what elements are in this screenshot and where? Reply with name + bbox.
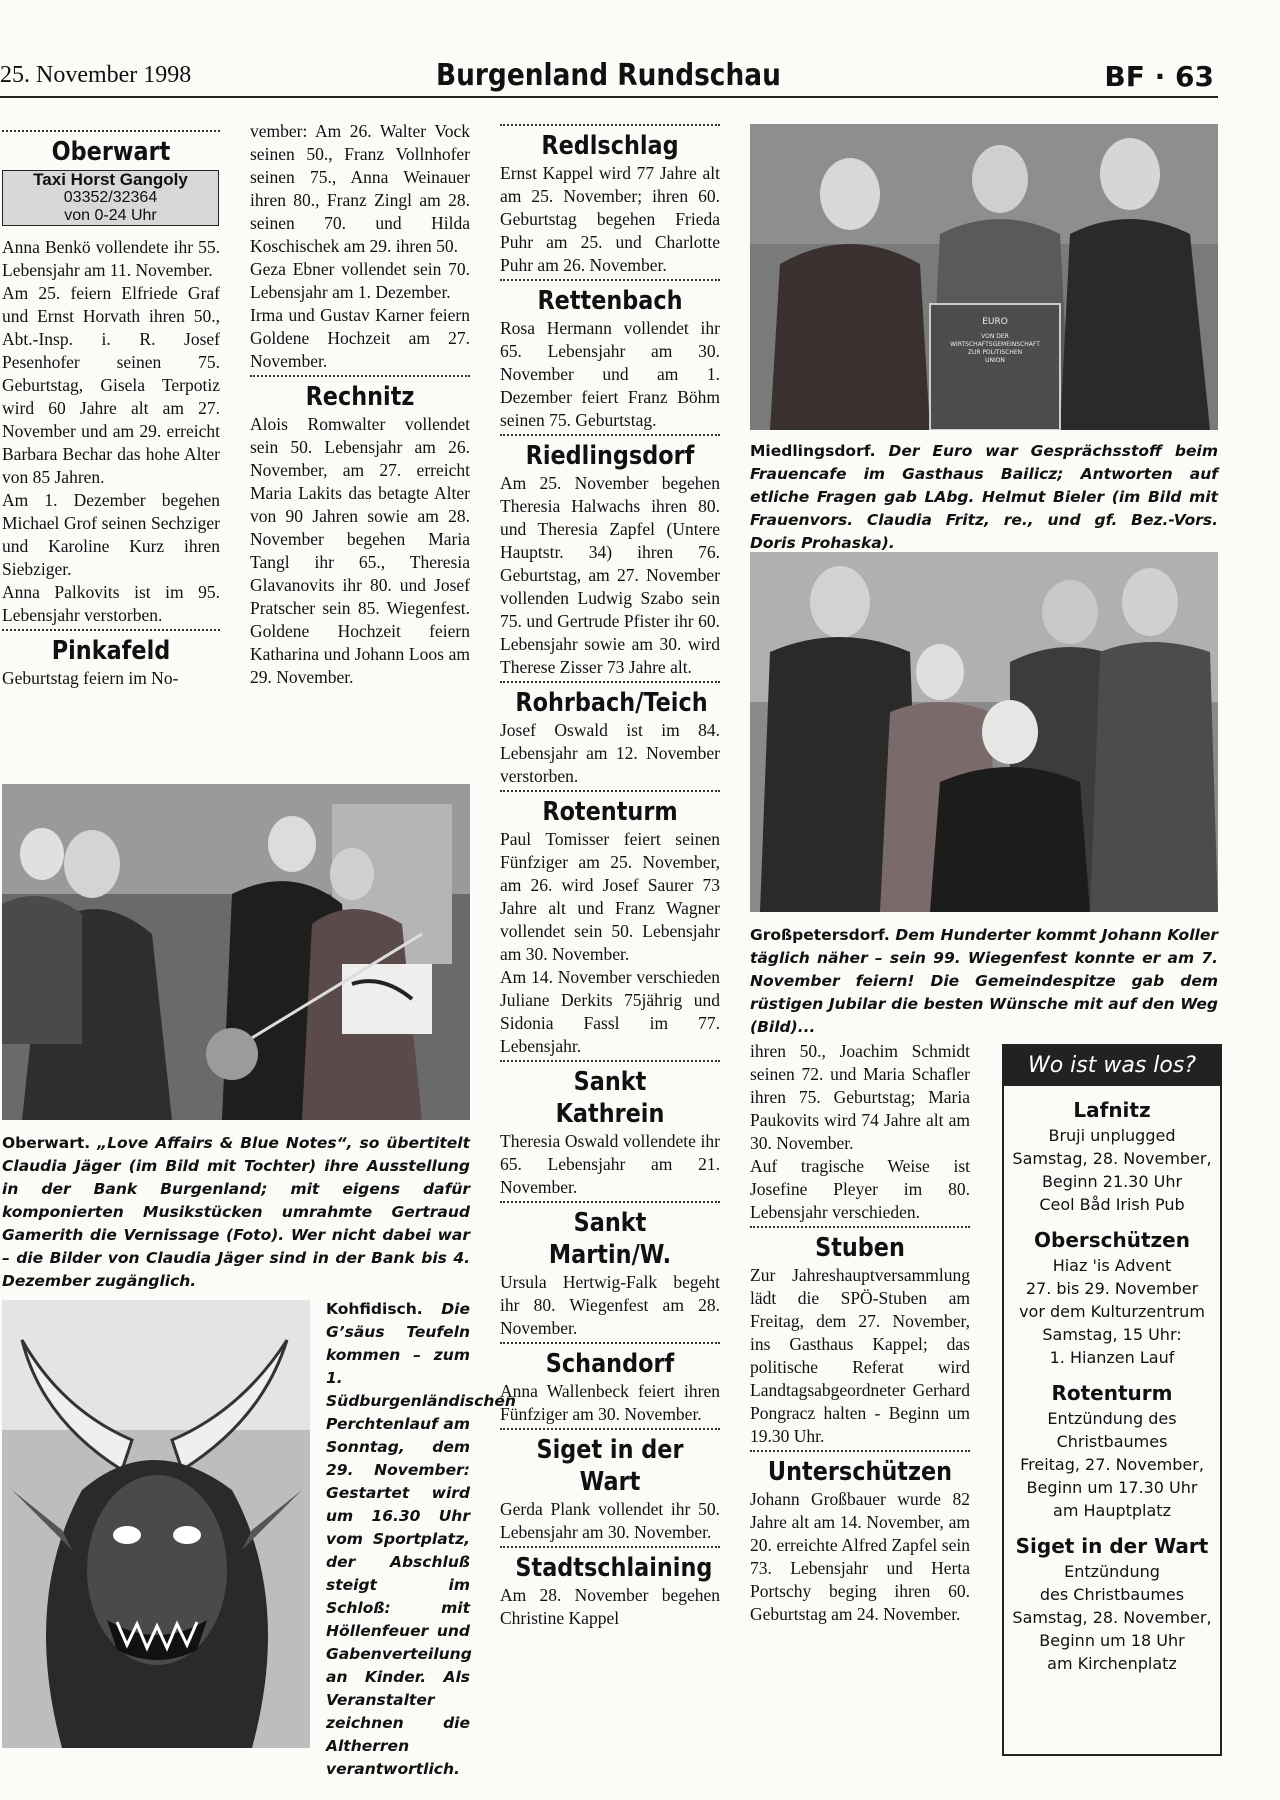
event-line: vor dem Kulturzentrum [1019,1302,1205,1321]
caption-grosspetersdorf [750,924,1218,1039]
caption-text: Die G’säus Teufeln kommen – zum 1. Südburgenländischen Perchtenlauf am Sonntag, dem 29. November: Gestartet wird um 16.30 Uhr vom Sportplatz, der Abschluß steigt im Schloß: mit Höllenfeuer und Gabenverteilung an Kinder. Als Veranstalter zeichnen die Altherren verantwortlich. [326,1300,516,1778]
paragraph: Am 1. Dezember begehen Michael Grof seinen Sechziger und Karoline Kurz ihren Siebziger. [2,490,220,579]
paragraph: Johann Großbauer wurde 82 Jahre alt am 14. November, am 20. erreichte Alfred Zapfel sein 73. Lebensjahr und Herta Portschy beging ihren 60. Geburtstag am 24. November. [750,1489,970,1624]
article-stuben [750,1264,970,1448]
caption-miedlingsdorf [750,440,1218,555]
event-line: Christbaumes [1056,1432,1168,1451]
event-line: am Kirchenplatz [1047,1654,1177,1673]
heading-rechnitz: Rechnitz [305,382,415,412]
event-line: Entzündung des [1047,1409,1177,1428]
page-number: BF · 63 [1104,60,1214,93]
paragraph: Anna Wallenbeck feiert ihren Fünfziger am 30. November. [500,1381,720,1424]
event-rotenturm [1004,1379,1220,1522]
event-place: Oberschützen [1034,1228,1190,1252]
event-line: Bruji unplugged [1048,1126,1176,1145]
article-stadtschlaining-cont [750,1040,970,1224]
event-line: 27. bis 29. November [1025,1279,1199,1298]
taxi-phone: 03352/32364 [63,189,158,206]
event-line: Samstag, 28. November, [1012,1608,1212,1627]
event-line: Ceol Båd Irish Pub [1039,1195,1185,1214]
paragraph: Zur Jahreshauptversammlung lädt die SPÖ-Stuben am Freitag, dem 27. November, ins Gasthaus Kappel; das politische Referat wird Landtagsabgeordneter Gerhard Pongracz halten - Beginn um 19.30 Uhr. [750,1265,970,1446]
event-line: Hiaz 'is Advent [1052,1256,1172,1275]
article-riedlingsdorf [500,472,720,679]
paragraph: Ursula Hertwig-Falk begeht ihr 80. Wiegenfest am 28. November. [500,1272,720,1338]
heading-rotenturm: Rotenturm [542,797,678,827]
article-sankt-kathrein [500,1130,720,1199]
article-rettenbach [500,317,720,432]
taxi-ad [2,170,219,226]
divider [2,629,220,631]
article-rohrbach [500,719,720,788]
event-line: Beginn um 17.30 Uhr [1026,1478,1198,1497]
heading-schandorf: Schandorf [545,1349,675,1379]
article-unterschuetzen [750,1488,970,1626]
paragraph: Theresia Oswald vollendete ihr 65. Lebensjahr am 21. November. [500,1131,720,1197]
event-line: Beginn 21.30 Uhr [1041,1172,1183,1191]
divider [500,279,720,281]
photo-image [750,552,1218,912]
article-rotenturm [500,828,720,1058]
article-siget [500,1498,720,1544]
caption-text: Der Euro war Gesprächsstoff beim Frauencafe im Gasthaus Bailicz; Antworten auf etliche Fragen gab LAbg. Helmut Bieler (im Bild mit Frauenvors. Claudia Fritz, re., und gf. Bez.-Vors. Doris Prohaska). [750,442,1218,552]
paragraph: Auf tragische Weise ist Josefine Pleyer im 80. Lebensjahr verschieden. [750,1156,970,1222]
heading-unterschuetzen: Unterschützen [767,1457,953,1487]
heading-stuben: Stuben [815,1233,905,1263]
paragraph: Am 28. November begehen Christine Kappel [500,1585,720,1628]
caption-text: Dem Hunderter kommt Johann Koller täglich näher – sein 99. Wiegenfest konnte er am 7. November feiern! Die Gemeindespitze gab dem rüstigen Jubilar die besten Wünsche mit auf den Weg (Bild)... [750,926,1218,1036]
event-place: Rotenturm [1051,1381,1173,1405]
paragraph: Geza Ebner vollendet sein 70. Lebensjahr am 1. Dezember. [250,259,470,302]
heading-riedlingsdorf: Riedlingsdorf [525,441,695,471]
paragraph: Gerda Plank vollendet ihr 50. Lebensjahr am 30. November. [500,1499,720,1542]
photo-image [2,1300,310,1748]
article-schandorf [500,1380,720,1426]
divider [500,1060,720,1062]
article-rechnitz [250,413,470,689]
divider [500,124,720,126]
heading-oberwart: Oberwart [51,137,171,167]
event-line: Samstag, 28. November, [1012,1149,1212,1168]
heading-rettenbach: Rettenbach [537,286,683,316]
paragraph: Anna Palkovits ist im 95. Lebensjahr verstorben. [2,582,220,625]
divider [500,1201,720,1203]
paragraph: Josef Oswald ist im 84. Lebensjahr am 12. November verstorben. [500,720,720,786]
taxi-hours: von 0-24 Uhr [64,207,157,224]
photo-kohfidisch-mask [2,1300,310,1748]
paragraph: vember: Am 26. Walter Vock seinen 50., Franz Vollnhofer seinen 75., Anna Weinauer ihren 80., Franz Zingl am 28. seinen 70. und Hilda Koschischek am 29. ihren 50. [250,121,470,256]
poster-line: ZUR POLITISCHEN [967,349,1023,356]
photo-oberwart-exhibition [2,784,470,1120]
article-redlschlag [500,162,720,277]
event-place: Lafnitz [1073,1098,1151,1122]
divider [2,130,220,132]
event-line: 1. Hianzen Lauf [1049,1348,1175,1367]
event-oberschuetzen [1004,1226,1220,1369]
poster-line: EURO [982,317,1008,327]
article-stadtschlaining [500,1584,720,1630]
paragraph: Alois Romwalter vollendet sein 50. Lebensjahr am 26. November, am 27. erreicht Maria Lakits das betagte Alter von 90 Jahren sowie am 28. November begehen Maria Tangl ihr 65., Theresia Glavanovits ihr 80. und Josef Pratscher sein 85. Wiegenfest. Goldene Hochzeit feiern Katharina und Johann Loos am 29. November. [250,414,470,687]
taxi-name: Taxi Horst Gangoly [33,170,188,189]
paper-title: Burgenland Rundschau [436,58,781,93]
paragraph: Am 14. November verschieden Juliane Derkits 75jährig und Sidonia Fassl im 77. Lebensjahr. [500,967,720,1056]
paragraph: Ernst Kappel wird 77 Jahre alt am 25. November; ihren 60. Geburtstag begehen Frieda Puhr am 25. und Charlotte Puhr am 26. November. [500,163,720,275]
paragraph: Paul Tomisser feiert seinen Fünfziger am 25. November, am 26. wird Josef Saurer 73 Jahre alt und Franz Wagner vollendet sein 50. Lebensjahr am 30. November. [500,829,720,964]
caption-place: Miedlingsdorf. [750,442,876,460]
photo-miedlingsdorf [750,124,1218,430]
paragraph: Anna Benkö vollendete ihr 55. Lebensjahr am 11. November. [2,237,220,280]
divider [500,1342,720,1344]
divider [500,790,720,792]
events-box [1002,1044,1222,1756]
caption-text: „Love Affairs & Blue Notes“, so übertitelt Claudia Jäger (im Bild mit Tochter) ihre Ausstellung in der Bank Burgenland; mit eigens dafür komponierten Musikstücken umrahmte Gertraud Gamerith die Vernissage (Foto). Wer nicht dabei war – die Bilder von Claudia Jäger sind in der Bank bis 4. Dezember zugänglich. [2,1134,470,1290]
column-4 [750,1040,970,1626]
photo-image [750,124,1218,430]
photo-image [2,784,470,1120]
event-lafnitz [1004,1096,1220,1216]
poster-line: VON DER [981,333,1009,340]
divider [500,1428,720,1430]
paragraph: Geburtstag feiern im No- [2,668,179,688]
divider [500,1546,720,1548]
poster-line: UNION [985,357,1005,364]
divider [250,375,470,377]
heading-sankt-kathrein: Sankt Kathrein [555,1067,665,1129]
caption-place: Oberwart. [2,1134,91,1152]
column-1 [2,128,220,690]
caption-oberwart [2,1132,470,1293]
event-place: Siget in der Wart [1015,1534,1209,1558]
event-line: des Christbaumes [1039,1585,1185,1604]
article-oberwart [2,236,220,627]
event-line: Beginn um 18 Uhr [1039,1631,1185,1650]
paragraph: Am 25. November begehen Theresia Halwachs ihren 80. und Theresia Zapfel (Untere Hauptstr. 34) ihren 76. Geburtstag, am 27. November vollenden Ludwig Szabo sein 75. und Gertrude Pfister ihr 60. Lebensjahr sowie am 30. wird Therese Zisser 73 Jahre alt. [500,473,720,677]
heading-stadtschlaining: Stadtschlaining [515,1553,713,1583]
page-header [0,58,1218,98]
paragraph: Am 25. feiern Elfriede Graf und Ernst Horvath ihren 50., Abt.-Insp. i. R. Josef Pesenhofer seinen 75. Geburtstag, Gisela Terpotiz wird 60 Jahre alt am 27. November und am 29. erreicht Barbara Bechar das hohe Alter von 85 Jahren. [2,283,220,487]
divider [750,1226,970,1228]
column-2 [250,120,470,689]
article-sankt-martin [500,1271,720,1340]
event-line: Freitag, 27. November, [1020,1455,1204,1474]
paragraph: Rosa Hermann vollendet ihr 65. Lebensjahr am 30. November und am 1. Dezember feiert Franz Böhm seinen 75. Geburtstag. [500,318,720,430]
caption-kohfidisch [326,1298,516,1781]
events-title: Wo ist was los? [1004,1046,1220,1086]
divider [500,434,720,436]
divider [750,1450,970,1452]
article-pinkafeld [2,667,220,690]
photo-grosspetersdorf [750,552,1218,912]
caption-place: Großpetersdorf. [750,926,890,944]
event-siget [1004,1532,1220,1675]
caption-place: Kohfidisch. [326,1300,423,1318]
event-line: am Hauptplatz [1053,1501,1171,1520]
event-line: Samstag, 15 Uhr: [1042,1325,1182,1344]
divider [500,681,720,683]
heading-pinkafeld: Pinkafeld [51,636,171,666]
heading-rohrbach: Rohrbach/Teich [515,688,708,718]
heading-siget: Siget in der Wart [536,1435,684,1497]
paragraph: ihren 50., Joachim Schmidt seinen 72. und Maria Schafler ihren 75. Geburtstag; Maria Paukovits wird 74 Jahre alt am 30. November. [750,1041,970,1153]
issue-date: 25. November 1998 [0,62,192,88]
poster-line: WIRTSCHAFTSGEMEINSCHAFT [950,341,1040,348]
column-3 [500,122,720,1630]
heading-sankt-martin: Sankt Martin/W. [548,1208,672,1270]
paragraph: Irma und Gustav Karner feiern Goldene Hochzeit am 27. November. [250,305,470,371]
article-pinkafeld-cont [250,120,470,373]
heading-redlschlag: Redlschlag [541,131,679,161]
event-line: Entzündung [1064,1562,1160,1581]
